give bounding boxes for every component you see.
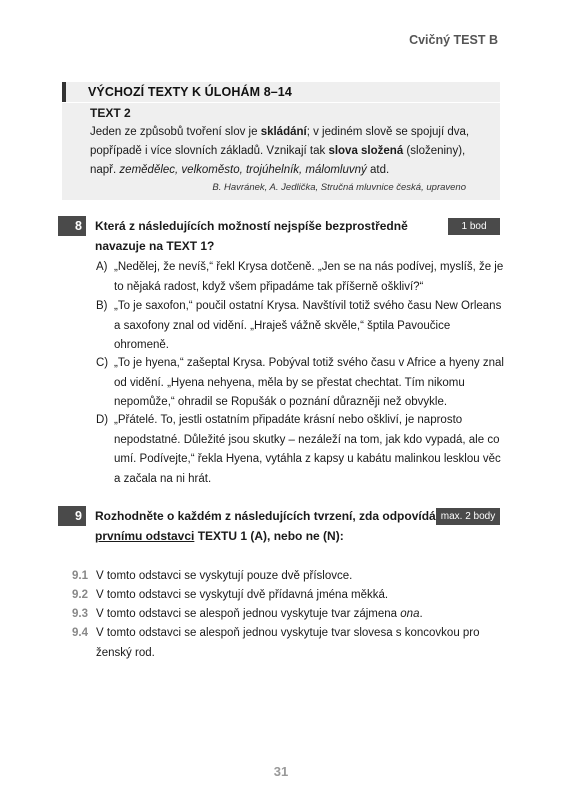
page-number: 31	[273, 764, 289, 779]
text2-body: Jeden ze způsobů tvoření slov je skládání; v jediném slově se spojují dva, popřípadě i více slovních základů. Vznikají tak slova složená (složeniny), např. zemědělec, velkoměsto, trojúhelník, málomluvný atd.	[90, 126, 470, 176]
statement-9-1[interactable]	[72, 567, 512, 587]
option-letter: D)	[96, 414, 109, 426]
underlined-phrase: prvnímu odstavci	[95, 529, 195, 543]
source-texts-heading: VÝCHOZÍ TEXTY K ÚLOHÁM 8–14	[88, 85, 292, 99]
option-text: „To je hyena,“ zašeptal Krysa. Pobýval totiž svého času v Africe a hyeny znal od vidění. „Hyena nehyena, měla by se přestat chechtat. Tím nikomu nepomůže,“ ohradil se Ropušák o poznání důrazněji než obvykle.	[114, 357, 504, 408]
statement-9-2[interactable]	[72, 586, 512, 606]
text2-title: TEXT 2	[90, 106, 131, 120]
question-8-option-b[interactable]	[96, 297, 508, 356]
question-9-number: 9	[58, 506, 86, 526]
source-texts-box	[62, 82, 500, 200]
question-8-option-d[interactable]	[96, 411, 508, 489]
source-texts-header	[62, 82, 500, 103]
statement-number: 9.4	[72, 627, 88, 639]
question-8-option-c[interactable]	[96, 354, 508, 413]
question-8-points-badge: 1 bod	[448, 218, 500, 235]
statement-9-4[interactable]	[72, 624, 512, 663]
statement-number: 9.1	[72, 570, 88, 582]
text2-source: B. Havránek, A. Jedlička, Stručná mluvnice česká, upraveno	[212, 182, 466, 193]
statement-9-3[interactable]	[72, 605, 512, 625]
question-8-number: 8	[58, 216, 86, 236]
statement-number: 9.3	[72, 608, 88, 620]
question-9-points-badge: max. 2 body	[436, 508, 500, 525]
statement-number: 9.2	[72, 589, 88, 601]
statement-text: V tomto odstavci se alespoň jednou vyskytuje tvar slovesa s koncovkou pro ženský rod.	[96, 627, 480, 659]
statement-text: V tomto odstavci se vyskytují pouze dvě příslovce.	[96, 570, 353, 582]
header-accent-bar	[62, 82, 66, 102]
question-9-prompt: Rozhodněte o každém z následujících tvrzení, zda odpovídá prvnímu odstavci TEXTU 1 (A), nebo ne (N):	[95, 509, 436, 543]
statement-text: V tomto odstavci se alespoň jednou vyskytuje tvar zájmena ona.	[96, 608, 423, 620]
option-letter: A)	[96, 261, 108, 273]
statement-text: V tomto odstavci se vyskytují dvě přídavná jména měkká.	[96, 589, 389, 601]
question-8-option-a[interactable]	[96, 258, 508, 297]
option-letter: C)	[96, 357, 109, 369]
option-letter: B)	[96, 300, 108, 312]
question-8-prompt: Která z následujících možností nejspíše bezprostředně navazuje na TEXT 1?	[95, 219, 408, 253]
test-label: Cvičný TEST B	[409, 33, 498, 47]
option-text: „To je saxofon,“ poučil ostatní Krysa. Navštívil totiž svého času New Orleans a saxofony znal od vidění. „Hraješ vážně skvěle,“ šptila Pavoučice ohromeně.	[114, 300, 502, 351]
option-text: „Přátelé. To, jestli ostatním připadáte krásní nebo oškliví, je naprosto nepodstatné. Důležité jsou skutky – nezáleží na tom, jak kdo vypadá, ale co umí. Podívejte,“ řekla Hyena, vytáhla z kapsy u kabátu malinkou lesklou věc a začala na ni hrát.	[114, 414, 501, 485]
option-text: „Nedělej, že nevíš,“ řekl Krysa dotčeně. „Jen se na nás podívej, myslíš, že je to nějaká radost, když všem připadáme tak příšerně oškliví?“	[114, 261, 504, 293]
